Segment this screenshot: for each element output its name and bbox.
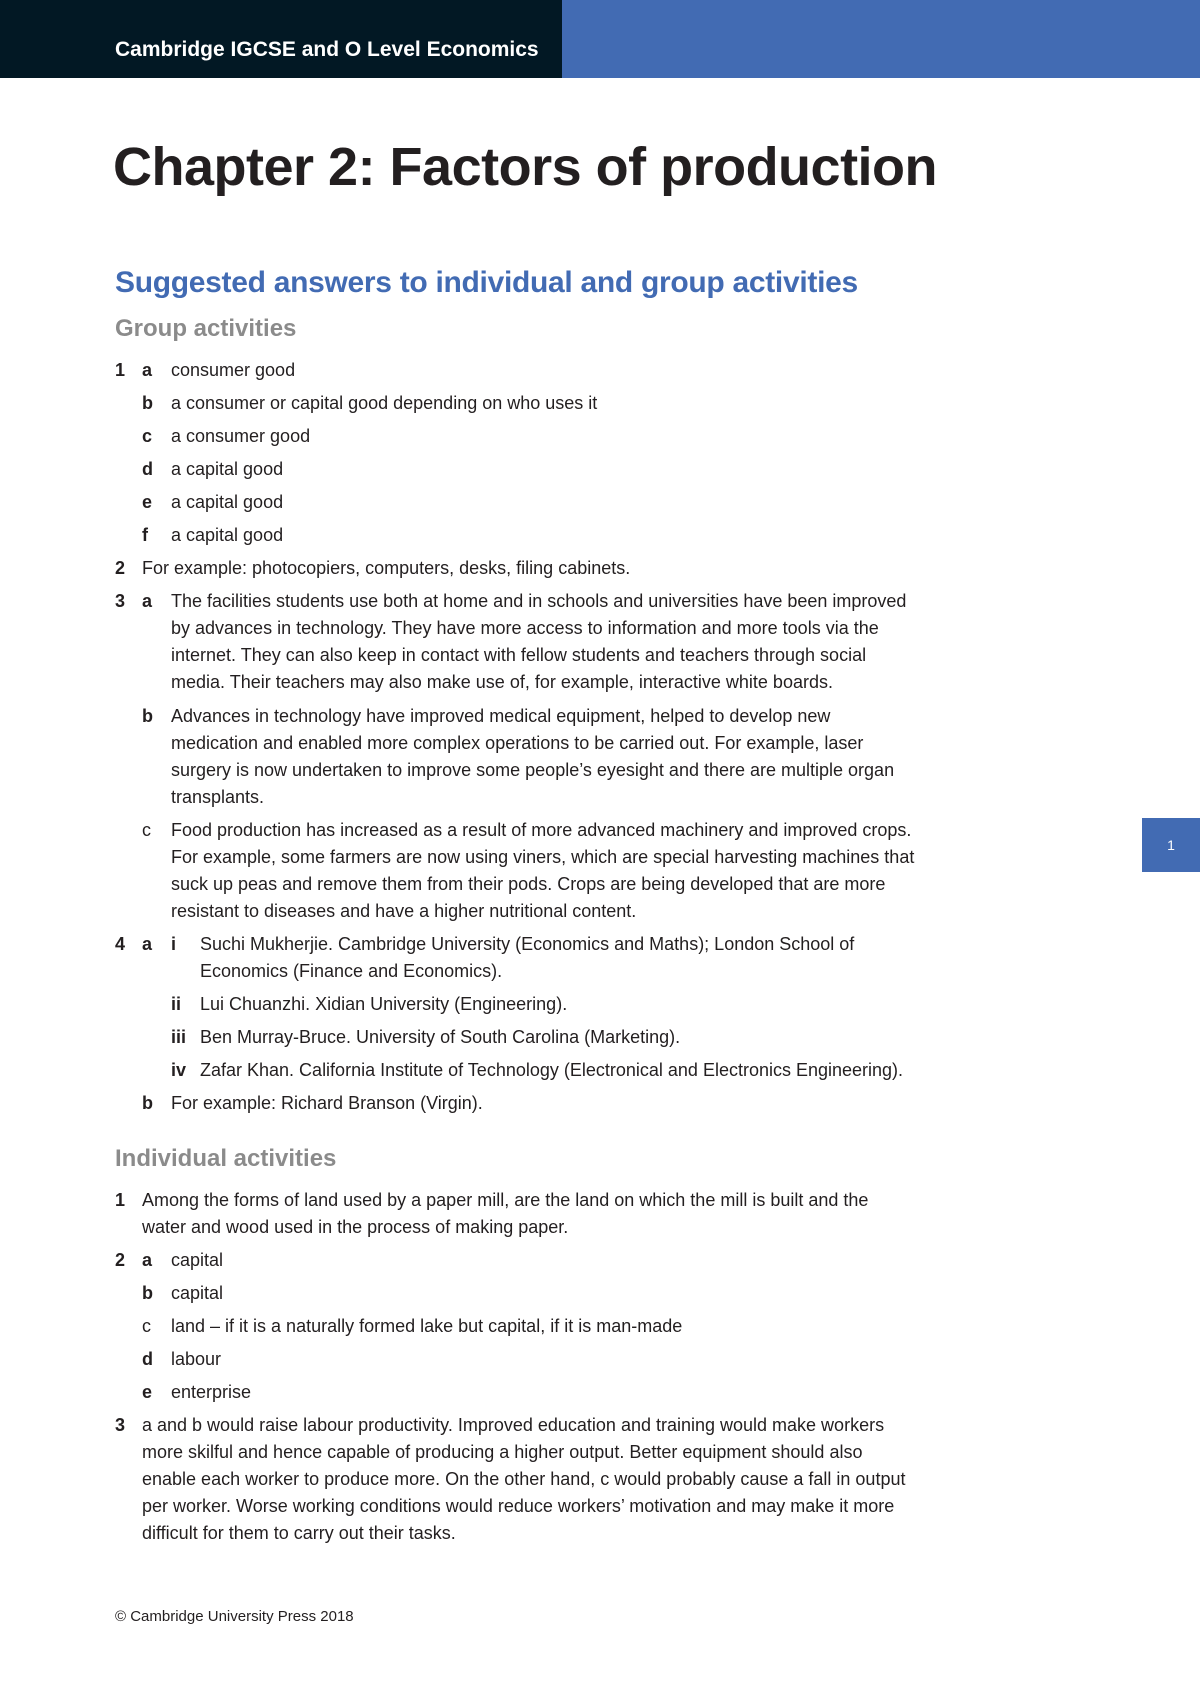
- header-bar: [0, 0, 1200, 78]
- section-title: Suggested answers to individual and group activities: [115, 266, 858, 299]
- copyright-footer: © Cambridge University Press 2018: [115, 1608, 354, 1625]
- header-blue-block: [562, 0, 1200, 78]
- group-activities-heading: Group activities: [115, 315, 297, 342]
- individual-activities-heading: Individual activities: [115, 1145, 337, 1172]
- chapter-title: Chapter 2: Factors of production: [113, 137, 938, 197]
- page-number-tab: 1: [1142, 818, 1200, 872]
- book-title: Cambridge IGCSE and O Level Economics: [115, 38, 539, 61]
